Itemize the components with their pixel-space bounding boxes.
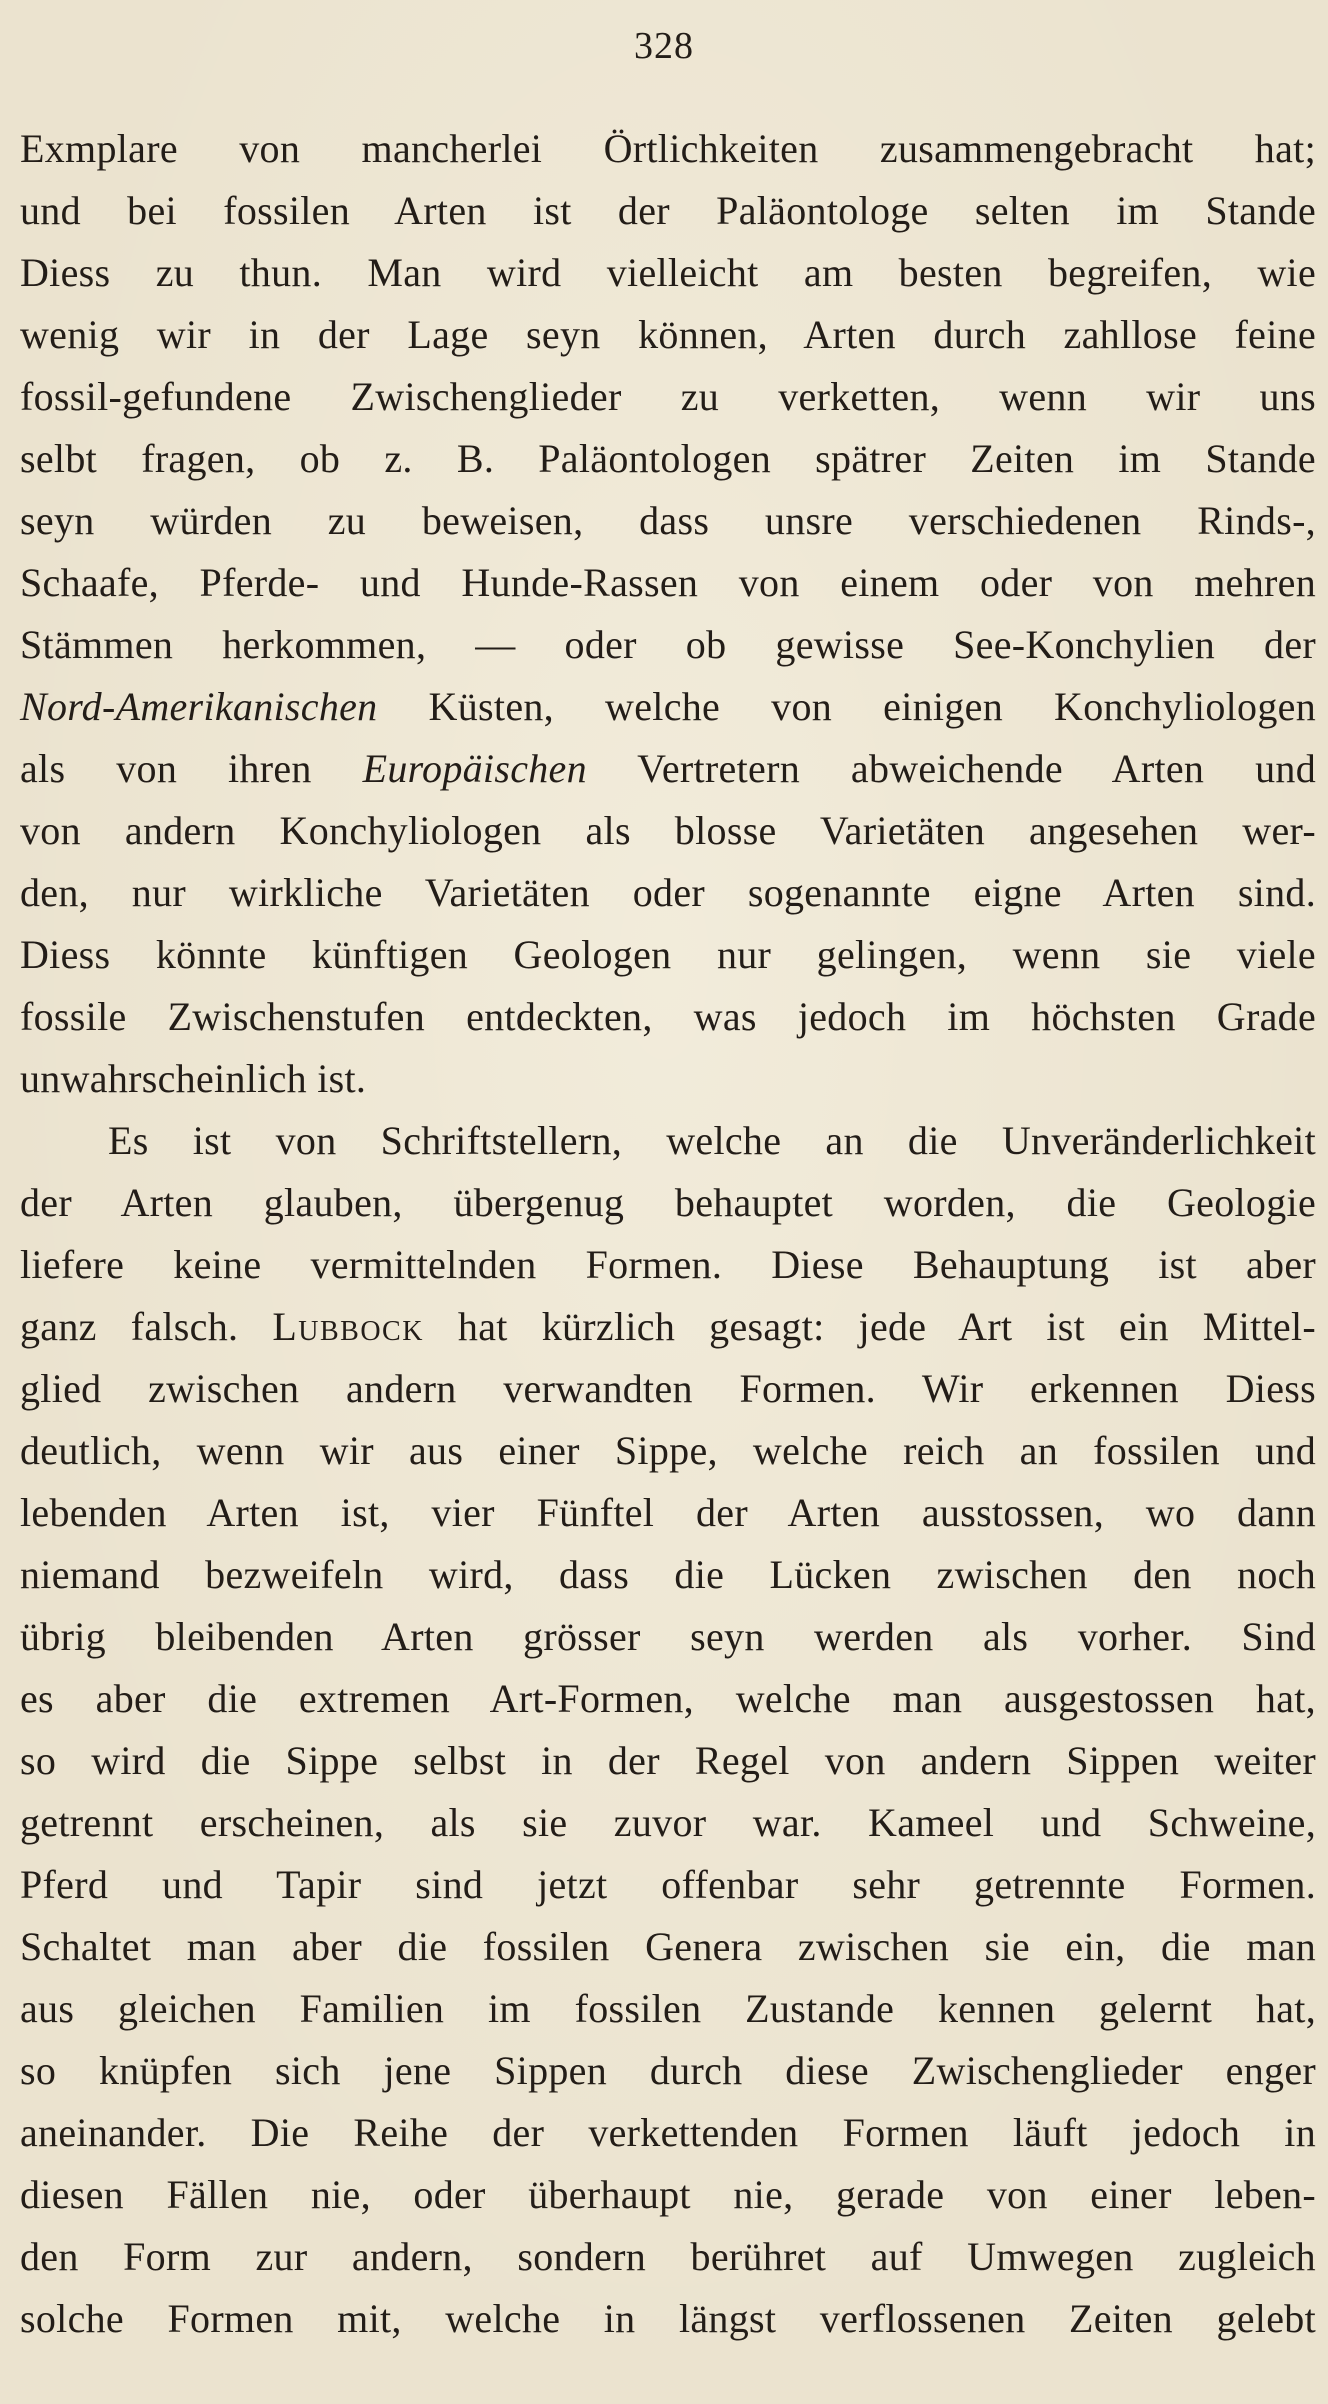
text-run: diesen Fällen nie, oder überhaupt nie, gerade von einer leben- — [20, 2172, 1316, 2217]
text-run: es aber die extremen Art-Formen, welche man ausgestossen hat, — [20, 1676, 1316, 1721]
text-line — [20, 118, 1316, 180]
text-run: und bei fossilen Arten ist der Paläontologe selten im Stande — [20, 188, 1316, 233]
text-run: Schaltet man aber die fossilen Genera zwischen sie ein, die man — [20, 1924, 1316, 1969]
text-run: wenig wir in der Lage seyn können, Arten durch zahllose feine — [20, 312, 1316, 357]
text-line — [20, 552, 1316, 614]
text-run: ganz falsch. — [20, 1304, 273, 1349]
text-line — [20, 366, 1316, 428]
text-line — [20, 1048, 1316, 1110]
page-number: 328 — [634, 25, 694, 67]
text-line — [20, 800, 1316, 862]
text-run: seyn würden zu beweisen, dass unsre verschiedenen Rinds-, — [20, 498, 1316, 543]
italic-term: Europäischen — [362, 746, 587, 791]
text-run: den, nur wirkliche Varietäten oder sogenannte eigne Arten sind. — [20, 870, 1316, 915]
text-run: fossile Zwischenstufen entdeckten, was jedoch im höchsten Grade — [20, 994, 1316, 1039]
text-run: selbt fragen, ob z. B. Paläontologen spätrer Zeiten im Stande — [20, 436, 1316, 481]
text-line — [20, 2288, 1316, 2350]
text-line — [20, 2226, 1316, 2288]
text-run: aneinander. Die Reihe der verkettenden Formen läuft jedoch in — [20, 2110, 1316, 2155]
text-run: der Arten glauben, übergenug behauptet worden, die Geologie — [20, 1180, 1316, 1225]
text-line — [20, 2164, 1316, 2226]
text-line — [20, 2040, 1316, 2102]
text-line — [20, 1544, 1316, 1606]
text-line — [20, 676, 1316, 738]
text-line — [20, 1296, 1316, 1358]
text-line — [20, 428, 1316, 490]
text-line — [20, 862, 1316, 924]
text-line — [20, 490, 1316, 552]
text-line — [20, 1110, 1316, 1172]
text-run: glied zwischen andern verwandten Formen. Wir erkennen Diess — [20, 1366, 1316, 1411]
text-line — [20, 1792, 1316, 1854]
text-run: Schaafe, Pferde- und Hunde-Rassen von einem oder von mehren — [20, 560, 1316, 605]
text-run: Es ist von Schriftstellern, welche an die Unveränderlichkeit — [108, 1118, 1316, 1163]
text-run: so wird die Sippe selbst in der Regel von andern Sippen weiter — [20, 1738, 1316, 1783]
text-line — [20, 1730, 1316, 1792]
text-run: deutlich, wenn wir aus einer Sippe, welche reich an fossilen und — [20, 1428, 1316, 1473]
text-line — [20, 242, 1316, 304]
text-run: Exmplare von mancherlei Örtlichkeiten zusammengebracht hat; — [20, 126, 1316, 171]
text-run: unwahrscheinlich ist. — [20, 1056, 367, 1101]
text-run: Vertretern abweichende Arten und — [586, 746, 1317, 791]
text-line — [20, 614, 1316, 676]
text-line — [20, 1172, 1316, 1234]
body-text — [20, 118, 1316, 2350]
text-line — [20, 1482, 1316, 1544]
author-name: Lubbock — [272, 1304, 424, 1349]
text-line — [20, 1668, 1316, 1730]
text-line — [20, 1420, 1316, 1482]
text-run: Diess könnte künftigen Geologen nur gelingen, wenn sie viele — [20, 932, 1316, 977]
text-line — [20, 738, 1316, 800]
text-run: den Form zur andern, sondern berühret auf Umwegen zugleich — [20, 2234, 1316, 2279]
text-run: solche Formen mit, welche in längst verflossenen Zeiten gelebt — [20, 2296, 1316, 2341]
text-line — [20, 1234, 1316, 1296]
text-run: Küsten, welche von einigen Konchyliologen — [377, 684, 1316, 729]
text-run: niemand bezweifeln wird, dass die Lücken zwischen den noch — [20, 1552, 1316, 1597]
text-run: Diess zu thun. Man wird vielleicht am besten begreifen, wie — [20, 250, 1316, 295]
italic-term: Nord-Amerikanischen — [20, 684, 378, 729]
text-line — [20, 180, 1316, 242]
text-line — [20, 304, 1316, 366]
text-run: lebenden Arten ist, vier Fünftel der Arten ausstossen, wo dann — [20, 1490, 1316, 1535]
text-line — [20, 986, 1316, 1048]
text-line — [20, 2102, 1316, 2164]
text-line — [20, 1854, 1316, 1916]
text-run: getrennt erscheinen, als sie zuvor war. Kameel und Schweine, — [20, 1800, 1316, 1845]
text-run: Stämmen herkommen, — oder ob gewisse See-Konchylien der — [20, 622, 1316, 667]
text-run: fossil-gefundene Zwischenglieder zu verketten, wenn wir uns — [20, 374, 1316, 419]
text-run: als von ihren — [20, 746, 363, 791]
text-line — [20, 1606, 1316, 1668]
text-run: aus gleichen Familien im fossilen Zustande kennen gelernt hat, — [20, 1986, 1316, 2031]
text-run: von andern Konchyliologen als blosse Varietäten angesehen wer- — [20, 808, 1316, 853]
text-line — [20, 1916, 1316, 1978]
text-run: liefere keine vermittelnden Formen. Diese Behauptung ist aber — [20, 1242, 1316, 1287]
text-run: übrig bleibenden Arten grösser seyn werden als vorher. Sind — [20, 1614, 1316, 1659]
text-run: hat kürzlich gesagt: jede Art ist ein Mittel- — [423, 1304, 1316, 1349]
text-line — [20, 924, 1316, 986]
text-run: Pferd und Tapir sind jetzt offenbar sehr getrennte Formen. — [20, 1862, 1316, 1907]
text-line — [20, 1358, 1316, 1420]
text-run: so knüpfen sich jene Sippen durch diese Zwischenglieder enger — [20, 2048, 1316, 2093]
text-line — [20, 1978, 1316, 2040]
